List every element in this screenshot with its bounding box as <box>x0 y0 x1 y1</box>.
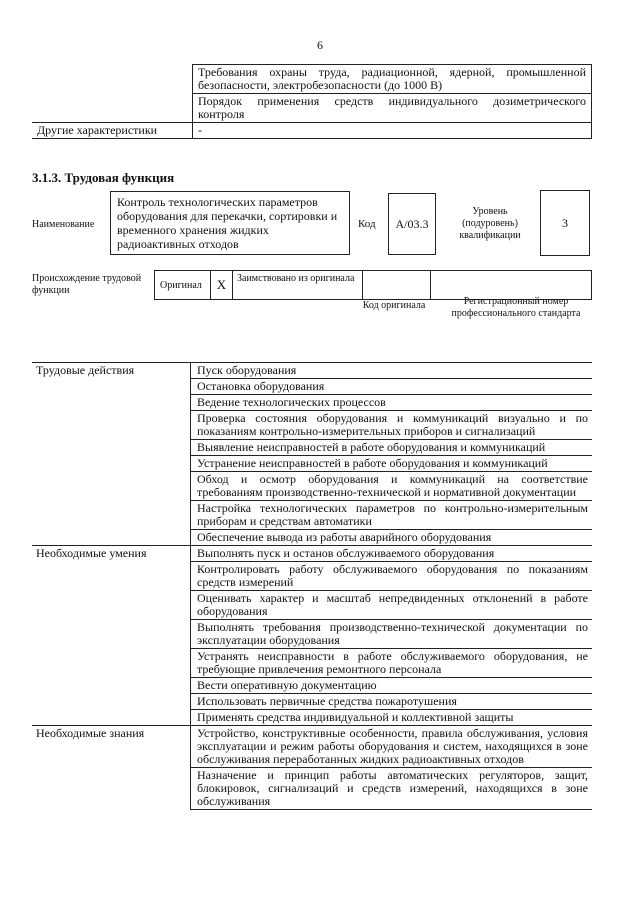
reg-number-cell <box>431 271 591 299</box>
borrowed-label: Заимствовано из оригинала <box>233 271 363 299</box>
level-box <box>540 190 590 256</box>
table-row <box>32 65 592 94</box>
table-row <box>32 363 592 379</box>
reg-number-caption: Регистрационный номер профессионального стандарта <box>451 296 581 319</box>
section-item: Устранять неисправности в работе обслуживаемого оборудования, не требующие привлечения ремонтного персонала <box>191 649 593 678</box>
code-original-caption: Код оригинала <box>362 300 426 311</box>
section-item: Выполнять требования производственно-технической документации по эксплуатации оборудования <box>191 620 593 649</box>
function-table <box>32 362 592 810</box>
code-original-cell <box>363 271 431 299</box>
section-item: Использовать первичные средства пожаротушения <box>191 694 593 710</box>
section-item: Назначение и принцип работы автоматических регуляторов, защит, блокировок, сигнализаций и средств измерений, находящихся в зоне обслуживания <box>191 768 593 810</box>
section-item: Устранение неисправностей в работе оборудования и коммуникаций <box>191 456 593 472</box>
section-item: Остановка оборудования <box>191 379 593 395</box>
section-item: Оценивать характер и масштаб непредвиденных отклонений в работе оборудования <box>191 591 593 620</box>
function-code-value: А/03.3 <box>395 216 429 231</box>
section-item: Выявление неисправностей в работе оборудования и коммуникаций <box>191 440 593 456</box>
row-value: Требования охраны труда, радиационной, ядерной, промышленной безопасности, электробезопасности (до 1000 В) <box>193 65 592 94</box>
section-item: Настройка технологических параметров по контрольно-измерительным приборам и средствам автоматики <box>191 501 593 530</box>
section-title: Необходимые знания <box>32 726 191 810</box>
original-mark: X <box>211 271 233 299</box>
continuation-table <box>32 64 592 139</box>
function-name: Контроль технологических параметров оборудования для перекачки, сортировки и временного хранения жидких радиоактивных отходов <box>110 191 350 255</box>
row-label <box>32 65 193 94</box>
name-label: Наименование <box>32 219 95 230</box>
table-row <box>32 94 592 123</box>
section-heading: 3.1.3. Трудовая функция <box>32 170 175 185</box>
section-item: Пуск оборудования <box>191 363 593 379</box>
section-item: Обход и осмотр оборудования и коммуникаций на соответствие требованиям производственно-технической и нормативной документации <box>191 472 593 501</box>
section-item: Вести оперативную документацию <box>191 678 593 694</box>
function-code <box>388 193 436 255</box>
row-value: Порядок применения средств индивидуального дозиметрического контроля <box>193 94 592 123</box>
section-item: Контролировать работу обслуживаемого оборудования по показаниям средств измерений <box>191 562 593 591</box>
section-title: Необходимые умения <box>32 546 191 726</box>
original-label: Оригинал <box>155 271 211 299</box>
code-label: Код <box>358 218 376 230</box>
section-item: Применять средства индивидуальной и коллективной защиты <box>191 710 593 726</box>
section-item: Устройство, конструктивные особенности, правила обслуживания, условия эксплуатации и режим работы оборудования и систем, находящихся в зоне обслуживания переработанных жидких радиоактивных отходов <box>191 726 593 768</box>
table-row <box>32 546 592 562</box>
section-item: Обеспечение вывода из работы аварийного оборудования <box>191 530 593 546</box>
row-label <box>32 94 193 123</box>
row-label-other: Другие характеристики <box>32 123 193 139</box>
section-item: Ведение технологических процессов <box>191 395 593 411</box>
origin-label: Происхождение трудовой функции <box>32 273 142 296</box>
section-title: Трудовые действия <box>32 363 191 546</box>
table-row <box>32 123 592 139</box>
level-label: Уровень (подуровень) квалификации <box>459 206 521 241</box>
page-number: 6 <box>317 38 323 52</box>
level-value: 3 <box>562 215 568 230</box>
row-value-other: - <box>193 123 592 139</box>
section-item: Выполнять пуск и останов обслуживаемого оборудования <box>191 546 593 562</box>
table-row <box>32 726 592 768</box>
section-item: Проверка состояния оборудования и коммуникаций визуально и по показаниям контрольно-измерительных приборов и сигнализаций <box>191 411 593 440</box>
